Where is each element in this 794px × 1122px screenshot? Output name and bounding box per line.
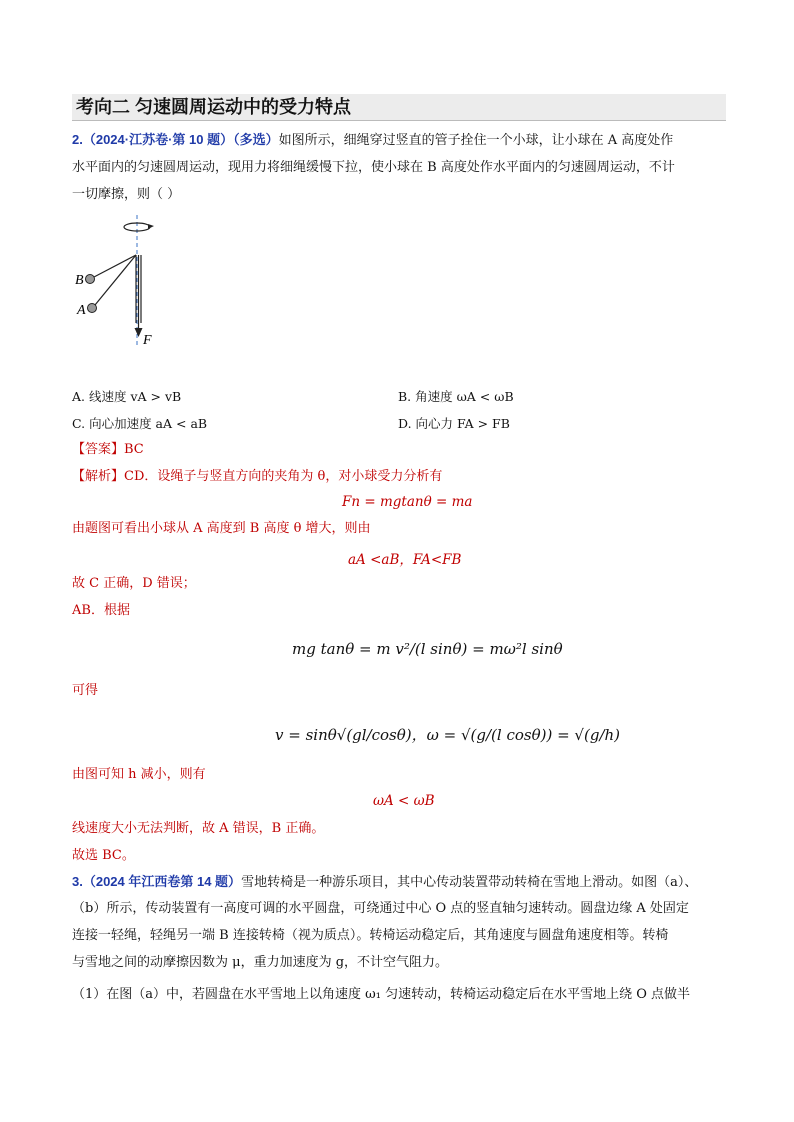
analysis-text: CD．设绳子与竖直方向的夹角为 θ，对小球受力分析有 [124, 469, 443, 484]
question-3-header: 3.（2024 年江西卷第 14 题） [72, 874, 242, 889]
question-2-line-3: 一切摩擦，则（ ） [72, 187, 181, 202]
question-3-text-1: 雪地转椅是一种游乐项目，其中心传动装置带动转椅在雪地上滑动。如图（a）、 [241, 875, 698, 890]
question-3-line-1 [72, 872, 697, 893]
analysis-label: 【解析】 [72, 469, 125, 484]
question-2-line-1 [72, 130, 673, 151]
option-d: D. 向心力 FA > FB [398, 416, 510, 431]
question-2-header: 2.（2024·江苏卷·第 10 题）（多选） [72, 132, 279, 147]
equation-4: v = sinθ√(gl/cosθ)，ω = √(g/(l cosθ)) = √(g/h) [275, 726, 621, 744]
question-2-text-1: 如图所示，细绳穿过竖直的管子拴住一个小球，让小球在 A 高度处作 [278, 133, 674, 148]
option-a: A. 线速度 vA > vB [72, 389, 182, 404]
label-f: F [143, 333, 152, 348]
equation-5: ωA < ωB [373, 793, 435, 809]
question-3-line-2: （b）所示，传动装置有一高度可调的水平圆盘，可绕通过中心 O 点的竖直轴匀速转动。圆盘边缘 A 处固定 [72, 901, 689, 916]
analysis-line-6: 由图可知 h 减小，则有 [72, 767, 206, 782]
tube-ball-figure [70, 215, 180, 350]
analysis-line-3: 故 C 正确，D 错误； [72, 576, 196, 591]
analysis-line-4: AB．根据 [72, 603, 130, 618]
pull-arrow-icon [135, 328, 143, 337]
equation-2: aA <aB，FA<FB [348, 552, 462, 568]
analysis-line-2: 由题图可看出小球从 A 高度到 B 高度 θ 增大，则由 [72, 521, 371, 536]
analysis-line-5: 可得 [72, 683, 99, 698]
option-b: B. 角速度 ωA < ωB [398, 389, 514, 404]
ball-a [88, 304, 97, 313]
label-a: A [77, 303, 86, 318]
question-3-line-4: 与雪地之间的动摩擦因数为 μ，重力加速度为 g，不计空气阻力。 [72, 955, 449, 970]
question-3-line-3: 连接一轻绳，轻绳另一端 B 连接转椅（视为质点）。转椅运动稳定后，其角速度与圆盘角速度相等。转椅 [72, 928, 669, 943]
string-to-a [95, 255, 136, 305]
ball-b [86, 275, 95, 284]
label-b: B [75, 273, 84, 288]
option-c: C. 向心加速度 aA < aB [72, 416, 208, 431]
analysis-line-8: 故选 BC。 [72, 848, 135, 863]
section-title: 考向二 匀速圆周运动中的受力特点 [72, 94, 726, 121]
question-2-line-2: 水平面内的匀速圆周运动，现用力将细绳缓慢下拉，使小球在 B 高度处作水平面内的匀速圆周运动，不计 [72, 160, 675, 175]
analysis-line-7: 线速度大小无法判断，故 A 错误，B 正确。 [72, 821, 325, 836]
string-to-b [94, 255, 136, 277]
equation-1: Fn = mgtanθ = ma [342, 494, 473, 510]
question-3-line-5: （1）在图（a）中，若圆盘在水平雪地上以角速度 ω₁ 匀速转动，转椅运动稳定后在水平雪地上绕 O 点做半 [72, 987, 691, 1002]
analysis-line-1 [72, 467, 442, 487]
answer: 【答案】BC [72, 442, 144, 457]
equation-3: mg tanθ = m v²/(l sinθ) = mω²l sinθ [292, 640, 563, 658]
